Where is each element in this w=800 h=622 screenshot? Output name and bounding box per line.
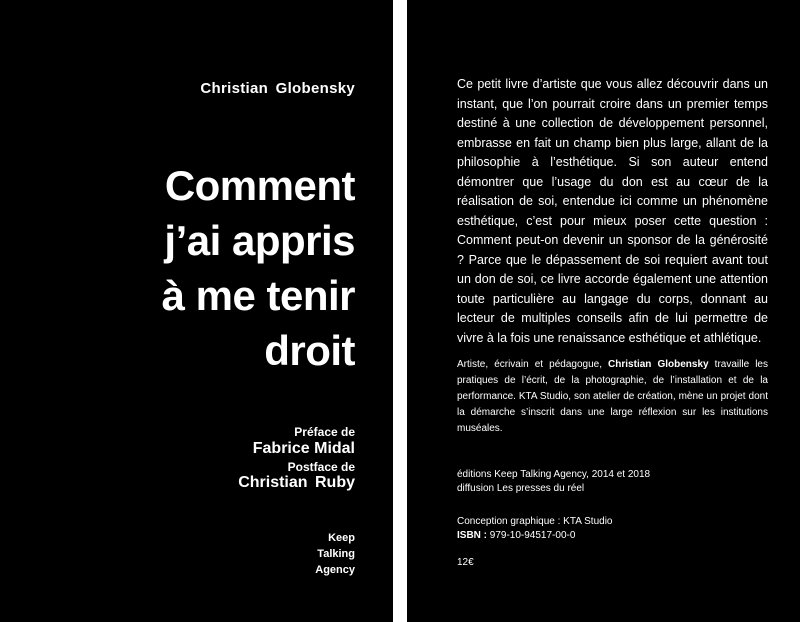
isbn-line (457, 529, 575, 543)
back-blurb: Ce petit livre d’artiste que vous allez découvrir dans un instant, que l’on pourrait croire dans un premier temps destiné à une collection de développement personnel, embrasse en fait un champ bien plus large, allant de la philosophie à l’esthétique. Si son auteur entend démontrer que l’usage du don est au cœur de la réalisation de soi, entendue ici comme un phénomène esthétique, c’est pour mieux poser cette question : Comment peut-on devenir un sponsor de la générosité ? Parce que le dépassement de soi requiert avant tout un don de soi, ce livre accorde également une attention toute particulière au langage du corps, donnant au lecteur de multiples conseils afin de lui permettre de vivre à la fois une renaissance esthétique et athlétique. (457, 77, 768, 345)
title-line: à me tenir (161, 272, 355, 319)
bio-text: travaille les pratiques de l’écrit, de la photographie, de l’installation et de la performance. KTA Studio, son atelier de création, mène un projet dont la démarche s’inscrit dans une large réflexion sur les institutions muséales. (457, 359, 768, 434)
postface-name: Christian Ruby (238, 474, 355, 491)
isbn-value: 979-10-94517-00-0 (487, 530, 576, 541)
author-name: Christian Globensky (200, 80, 355, 97)
book-title (162, 158, 355, 378)
title-line: j’ai appris (164, 217, 355, 264)
author-bio (457, 357, 768, 437)
postface-label: Postface de (287, 460, 355, 474)
price: 12€ (457, 557, 474, 568)
bio-author-name: Christian Globensky (608, 359, 709, 370)
design-credit: Conception graphique : KTA Studio (457, 516, 613, 527)
isbn-label: ISBN : (457, 530, 487, 541)
preface-name: Fabrice Midal (252, 440, 355, 457)
title-line: Comment (164, 162, 355, 209)
bio-prefix: Artiste, écrivain et pédagogue, (457, 359, 609, 370)
front-cover (0, 0, 393, 622)
back-cover (407, 0, 800, 622)
distribution-line: diffusion Les presses du réel (457, 483, 585, 494)
title-line: droit (264, 327, 355, 374)
publisher-line: Agency (315, 564, 355, 576)
publisher-name (315, 530, 355, 578)
edition-line: éditions Keep Talking Agency, 2014 et 2018 (457, 469, 651, 480)
publisher-line: Keep (328, 532, 355, 544)
preface-label: Préface de (294, 425, 355, 439)
publisher-line: Talking (317, 548, 355, 560)
